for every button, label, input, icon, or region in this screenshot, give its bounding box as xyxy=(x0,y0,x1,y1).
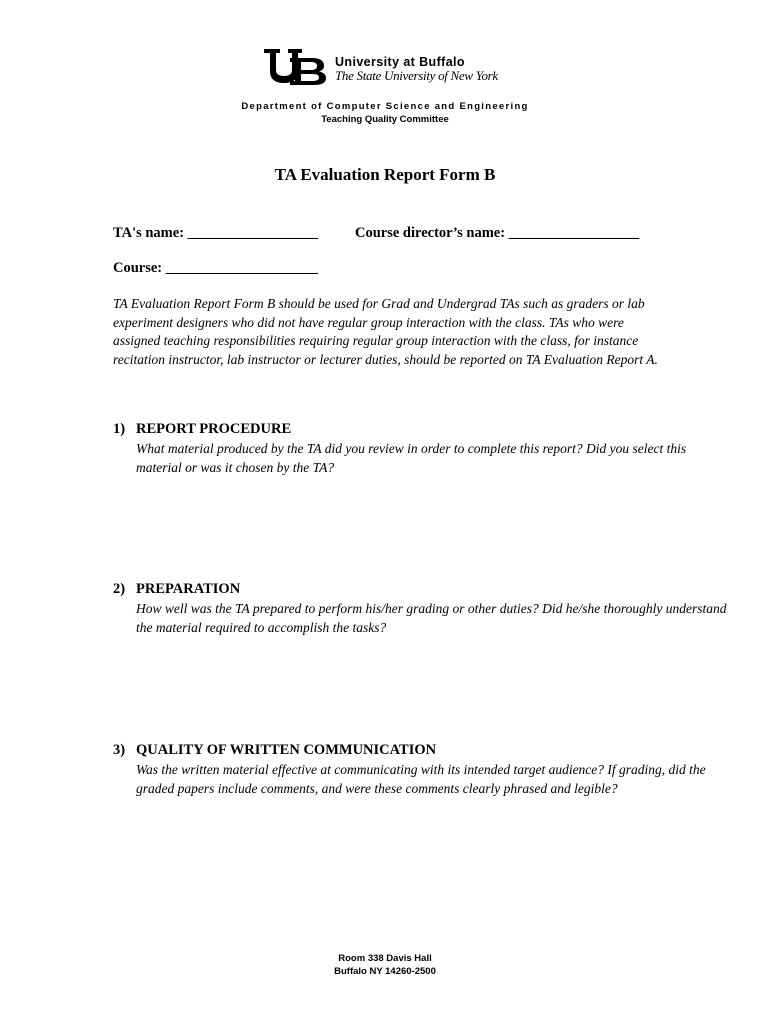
section-question: Was the written material effective at communicating with its intended target audience? If grading, did the graded papers include comments, and were these comments clearly phrased and legible? xyxy=(136,762,706,796)
ta-name-field: TA's name: __________________ xyxy=(113,225,319,241)
section-question: What material produced by the TA did you review in order to complete this report? Did you select this material or was it chosen by the TA? xyxy=(136,441,687,475)
footer-address-line2: Buffalo NY 14260-2500 xyxy=(334,966,436,977)
section-number: 1) xyxy=(113,421,126,437)
course-field: Course: _____________________ xyxy=(113,260,319,276)
department-name: Department of Computer Science and Engineering xyxy=(241,101,529,112)
section-heading: PREPARATION xyxy=(136,581,241,597)
form-title: TA Evaluation Report Form B xyxy=(274,165,496,184)
section-number: 2) xyxy=(113,581,126,597)
course-director-field: Course director’s name: __________________ xyxy=(355,225,640,241)
footer-address-line1: Room 338 Davis Hall xyxy=(338,953,432,964)
university-logo xyxy=(262,46,522,86)
university-name: University at Buffalo xyxy=(335,55,465,69)
university-subtitle: The State University of New York xyxy=(335,68,498,83)
section-number: 3) xyxy=(113,742,126,758)
committee-name: Teaching Quality Committee xyxy=(321,114,449,125)
ub-monogram-icon xyxy=(262,46,328,86)
section-question: How well was the TA prepared to perform his/her grading or other duties? Did he/she thoroughly understand the material required to accomplish the tasks? xyxy=(136,601,727,635)
section-heading: REPORT PROCEDURE xyxy=(136,421,292,437)
section-heading: QUALITY OF WRITTEN COMMUNICATION xyxy=(136,742,437,758)
form-instructions: TA Evaluation Report Form B should be used for Grad and Undergrad TAs such as graders or lab experiment designers who did not have regular group interaction with the class. TAs who were assigned teaching responsibilities requiring regular group interaction with the class, for instance recitation instructor, lab instructor or lecturer duties, should be reported on TA Evaluation Report A. xyxy=(113,296,658,367)
